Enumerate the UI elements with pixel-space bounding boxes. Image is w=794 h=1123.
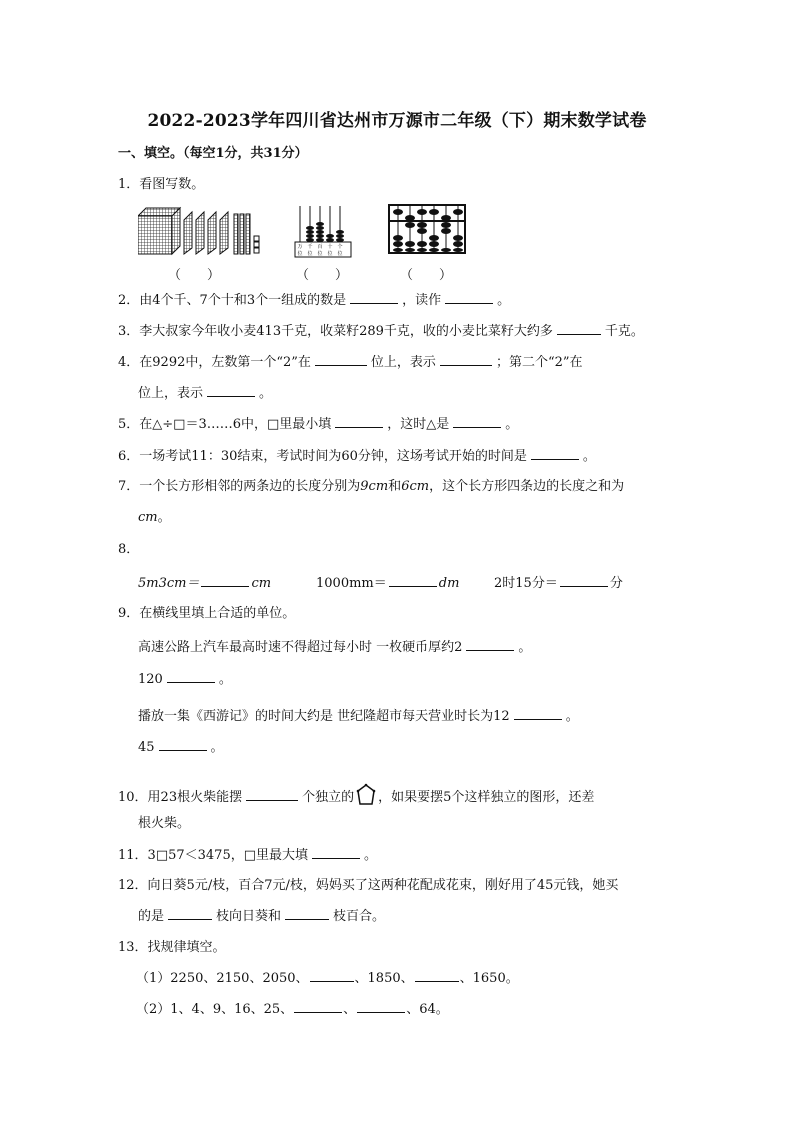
blank[interactable]	[560, 573, 608, 587]
q13-text: 、1650。	[459, 971, 519, 986]
q9-text: 。	[518, 640, 532, 655]
blank[interactable]	[246, 787, 298, 801]
answer-paren-3[interactable]: （ ）	[400, 268, 453, 283]
question-13: 13．找规律填空。	[118, 940, 226, 955]
question-10-cont: 根火柴。	[138, 816, 191, 831]
q13-text: （1）2250、2150、2050、	[136, 971, 309, 986]
section-heading: 一、填空。（每空1分，共31分）	[118, 146, 308, 161]
abacus-label: 个	[337, 244, 343, 250]
blank[interactable]	[531, 446, 579, 460]
question-8: 8．	[118, 542, 140, 557]
abacus-label: 位	[327, 251, 333, 257]
question-7	[118, 477, 624, 497]
blank[interactable]	[557, 321, 601, 335]
question-9-line-1	[138, 637, 531, 658]
question-9-line-4	[138, 737, 224, 758]
q2-text: 2．由4个千、7个十和3个一组成的数是	[118, 293, 347, 308]
q8-text: 5m3cm＝	[138, 576, 200, 591]
blank[interactable]	[440, 352, 492, 366]
q6-text: 6．一场考试11：30结束，考试时间为60分钟，这场考试开始的时间是	[118, 449, 527, 464]
abacus-label: 位	[337, 251, 343, 257]
question-9-line-3	[138, 706, 579, 727]
q9-text: 。	[218, 672, 232, 687]
question-8-item-3	[494, 573, 623, 594]
question-4	[118, 352, 583, 373]
page-title: 2022-2023学年四川省达州市万源市二年级（下）期末数学试卷	[147, 111, 647, 131]
q8-text: 分	[609, 576, 623, 591]
q7-text: 和	[388, 479, 402, 494]
blank[interactable]	[445, 290, 493, 304]
abacus-label: 百	[317, 244, 323, 250]
question-12: 12．向日葵5元/枝，百合7元/枝，妈妈买了这两种花配成花束，刚好用了45元钱，她买	[118, 878, 619, 893]
q13-text: 、64。	[406, 1002, 449, 1017]
suanpan-abacus-figure	[388, 204, 468, 256]
matchstick-house-icon	[355, 783, 377, 807]
q13-text: 、	[343, 1002, 357, 1017]
question-13-sub-1	[136, 968, 519, 989]
q13-text: 、1850、	[354, 971, 414, 986]
q13-text: （2）1、4、9、16、25、	[136, 1002, 294, 1017]
q10-text: 10．用23根火柴能摆	[118, 790, 243, 805]
q4-text: 4．在9292中，左数第一个“2”在	[118, 355, 311, 370]
ten-rods	[234, 214, 250, 254]
blank[interactable]	[389, 573, 437, 587]
abacus-label: 十	[327, 244, 333, 250]
q10-text: 个独立的	[302, 790, 355, 805]
blank[interactable]	[310, 968, 354, 982]
abacus-label: 位	[307, 251, 313, 257]
question-5	[118, 414, 518, 435]
blank[interactable]	[159, 737, 207, 751]
abacus-label: 万	[297, 244, 303, 250]
question-13-sub-2	[136, 999, 449, 1020]
q11-text: 。	[364, 848, 378, 863]
blank[interactable]	[201, 573, 249, 587]
q7-value: 6cm	[401, 479, 430, 494]
unit-cubes	[254, 236, 259, 253]
blank[interactable]	[294, 999, 342, 1013]
question-4-cont	[138, 383, 272, 404]
q12-text: 的是	[138, 909, 165, 924]
q9-text: 高速公路上汽车最高时速不得超过每小时 一枚硬币厚约2	[138, 640, 463, 655]
thousand-cube	[138, 208, 180, 254]
q7-text: ，这个长方形四条边的长度之和为	[429, 479, 625, 494]
q2-text: 。	[497, 293, 511, 308]
question-6	[118, 446, 596, 467]
q4-text: ；第二个“2”在	[495, 355, 583, 370]
question-9-line-2	[138, 669, 232, 690]
abacus-label: 位	[297, 251, 303, 257]
question-12-cont	[138, 906, 385, 927]
blank[interactable]	[415, 968, 459, 982]
answer-paren-2[interactable]: （ ）	[296, 268, 349, 283]
blank[interactable]	[357, 999, 405, 1013]
blank[interactable]	[167, 669, 215, 683]
q8-text: 2时15分＝	[494, 576, 558, 591]
q9-text: 。	[565, 709, 579, 724]
abacus-label: 千	[307, 244, 313, 250]
q3-text: 3．李大叔家今年收小麦413千克，收菜籽289千克，收的小麦比菜籽大约多	[118, 324, 553, 339]
question-1: 1．看图写数。	[118, 177, 205, 192]
hundred-flats	[184, 212, 228, 254]
q7-value: 9cm	[360, 479, 389, 494]
q12-text: 枝百合。	[333, 909, 386, 924]
q9-text: 。	[210, 740, 224, 755]
question-7-cont	[138, 508, 171, 528]
q5-text: 5．在△÷□＝3……6中，□里最小填	[118, 417, 332, 432]
blank[interactable]	[350, 290, 398, 304]
q4-text: 位上，表示	[138, 386, 204, 401]
question-11	[118, 845, 377, 866]
blank[interactable]	[514, 706, 562, 720]
q8-unit: dm	[438, 576, 460, 591]
counting-abacus-figure	[294, 204, 356, 258]
answer-paren-1[interactable]: （ ）	[168, 268, 221, 283]
blank[interactable]	[453, 414, 501, 428]
q3-text: 千克。	[604, 324, 644, 339]
question-10	[118, 783, 594, 808]
q4-text: 位上，表示	[370, 355, 436, 370]
q11-text: 11．3□57＜3475，□里最大填	[118, 848, 309, 863]
q7-text: 7．一个长方形相邻的两条边的长度分别为	[118, 479, 361, 494]
q6-text: 。	[582, 449, 596, 464]
blank[interactable]	[466, 637, 514, 651]
blank[interactable]	[168, 906, 212, 920]
q4-text: 。	[259, 386, 273, 401]
abacus-label: 位	[317, 251, 323, 257]
question-9: 9．在横线里填上合适的单位。	[118, 606, 296, 621]
blank[interactable]	[285, 906, 329, 920]
q9-text: 120	[138, 672, 163, 687]
q9-text: 45	[138, 740, 155, 755]
q12-text: 枝向日葵和	[216, 909, 282, 924]
q9-text: 播放一集《西游记》的时间大约是 世纪隆超市每天营业时长为12	[138, 709, 510, 724]
q2-text: ，读作	[402, 293, 442, 308]
question-2	[118, 290, 510, 311]
q5-text: ，这时△是	[387, 417, 450, 432]
question-3	[118, 321, 644, 342]
blank[interactable]	[207, 383, 255, 397]
blank[interactable]	[312, 845, 360, 859]
question-8-item-1	[138, 573, 271, 594]
blank[interactable]	[315, 352, 367, 366]
base-ten-blocks-figure	[138, 206, 266, 256]
q8-text: 1000mm＝	[316, 576, 387, 591]
q8-unit: cm	[251, 576, 272, 591]
q7-text: 。	[157, 510, 171, 525]
blank[interactable]	[335, 414, 383, 428]
q10-text: ，如果要摆5个这样独立的图形，还差	[378, 790, 595, 805]
q7-unit: cm	[138, 510, 158, 525]
question-8-item-2	[316, 573, 459, 594]
q5-text: 。	[505, 417, 519, 432]
